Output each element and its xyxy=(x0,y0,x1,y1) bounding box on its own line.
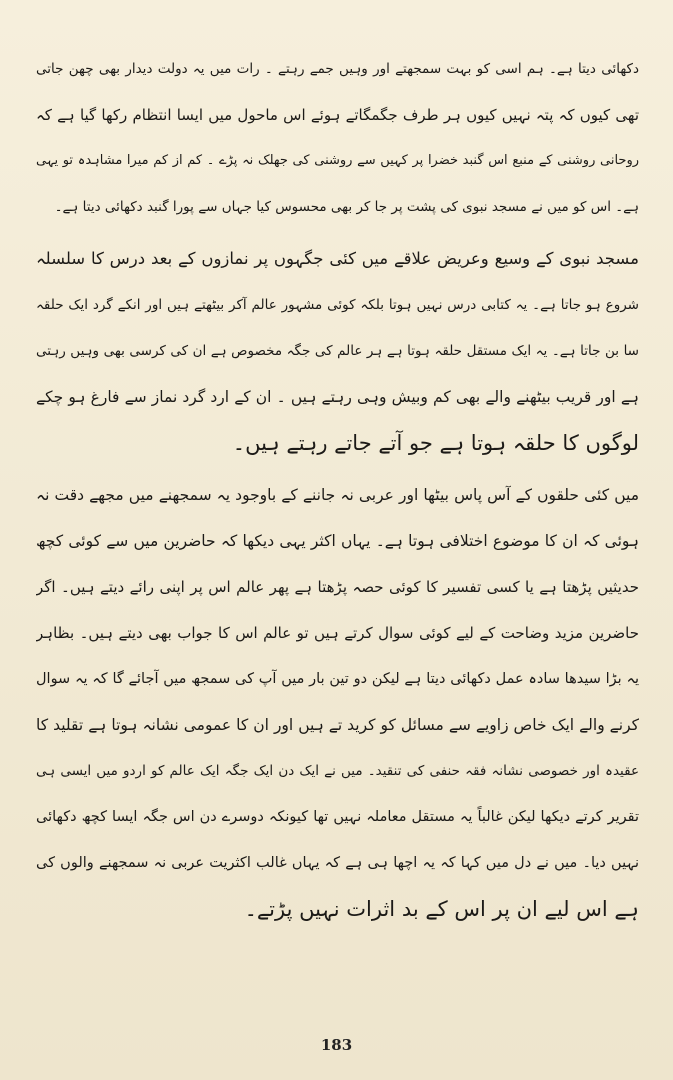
text-line: ہے اس لیے ان پر اس کے بد اثرات نہیں پڑتے۔ xyxy=(244,897,639,921)
paragraph-2 xyxy=(36,236,639,466)
page-number: 183 xyxy=(320,1036,353,1054)
text-line: لوگوں کا حلقہ ہوتا ہے جو آتے جاتے رہتے ہیں۔ xyxy=(232,431,639,455)
text-line: کرنے والے ایک خاص زاویے سے مسائل کو کرید تے ہیں اور ان کا عمومی نشانہ ہوتا ہے تقلید کا xyxy=(36,716,639,734)
text-line: میں کئی حلقوں کے آس پاس بیٹھا اور عربی نہ جاننے کے باوجود یہ سمجھنے میں مجھے دقت نہ xyxy=(36,486,639,504)
text-line: دکھائی دیتا ہے۔ ہم اسی کو بہت سمجھتے اور وہیں جمے رہتے ۔ رات میں یہ دولت دیدار بھی چھن جاتی xyxy=(36,61,639,77)
text-line: روحانی روشنی کے منبع اس گنبد خضرا پر کہیں سے روشنی کی جھلک نہ پڑے ۔ کم از کم میرا مشاہدہ تو یہی xyxy=(36,153,639,168)
paragraph-3 xyxy=(36,472,639,932)
text-line: ہوئی کہ ان کا موضوع اختلافی ہوتا ہے۔ یہاں اکثر یہی دیکھا کہ حاضرین میں سے کوئی کچھ xyxy=(36,532,639,550)
text-line: مسجد نبوی کے وسیع وعریض علاقے میں کئی جگہوں پر نمازوں کے بعد درس کا سلسلہ xyxy=(36,249,639,268)
text-line: ہے اور قریب بیٹھنے والے بھی کم وبیش وہی رہتے ہیں ۔ ان کے ارد گرد نماز سے فارغ ہو چکے xyxy=(36,388,639,406)
text-line: یہ بڑا سیدھا سادہ عمل دکھائی دیتا ہے لیکن دو تین بار میں آپ کی سمجھ میں آجائے گا کہ یہ سوال xyxy=(36,671,639,687)
paragraph-1 xyxy=(36,46,639,230)
text-line: حاضرین مزید وضاحت کے لیے کوئی سوال کرتے ہیں تو عالم اس کا جواب بھی دیتے ہیں۔ بظاہر xyxy=(36,624,639,642)
text-line: عقیدہ اور خصوصی نشانہ فقہ حنفی کی تنقید۔ میں نے ایک دن ایک جگہ ایک عالم کو اردو میں ایسی ہی xyxy=(36,763,639,779)
text-line: تھی کیوں کہ پتہ نہیں کیوں ہر طرف جگمگاتے ہوئے اس ماحول میں ایسا انتظام رکھا گیا ہے کہ xyxy=(36,106,639,124)
text-line: شروع ہو جاتا ہے۔ یہ کتابی درس نہیں ہوتا بلکہ کوئی مشہور عالم آکر بیٹھتے ہیں اور انکے گرد ایک حلقہ xyxy=(36,297,639,313)
text-line: حدیثیں پڑھتا ہے یا کسی تفسیر کا کوئی حصہ پڑھتا ہے پھر عالم اس پر اپنی رائے دیتے ہیں۔ اگر xyxy=(36,578,639,596)
text-line: سا بن جاتا ہے۔ یہ ایک مستقل حلقہ ہوتا ہے ہر عالم کی جگہ مخصوص ہے ان کی کرسی بھی وہیں رہتی xyxy=(36,343,639,359)
text-line: نہیں دیا۔ میں نے دل میں کہا کہ یہ اچھا ہی ہے کہ یہاں غالب اکثریت عربی نہ سمجھنے والوں کی xyxy=(36,855,639,871)
text-line: ہے۔ اس کو میں نے مسجد نبوی کی پشت پر جا کر بھی محسوس کیا جہاں سے پورا گنبد دکھائی دیتا ہے۔ xyxy=(54,199,639,215)
text-line: تقریر کرتے دیکھا لیکن غالباً یہ مستقل معاملہ نہیں تھا کیونکہ دوسرے دن اس جگہ ایسا کچھ دکھائی xyxy=(36,809,639,825)
